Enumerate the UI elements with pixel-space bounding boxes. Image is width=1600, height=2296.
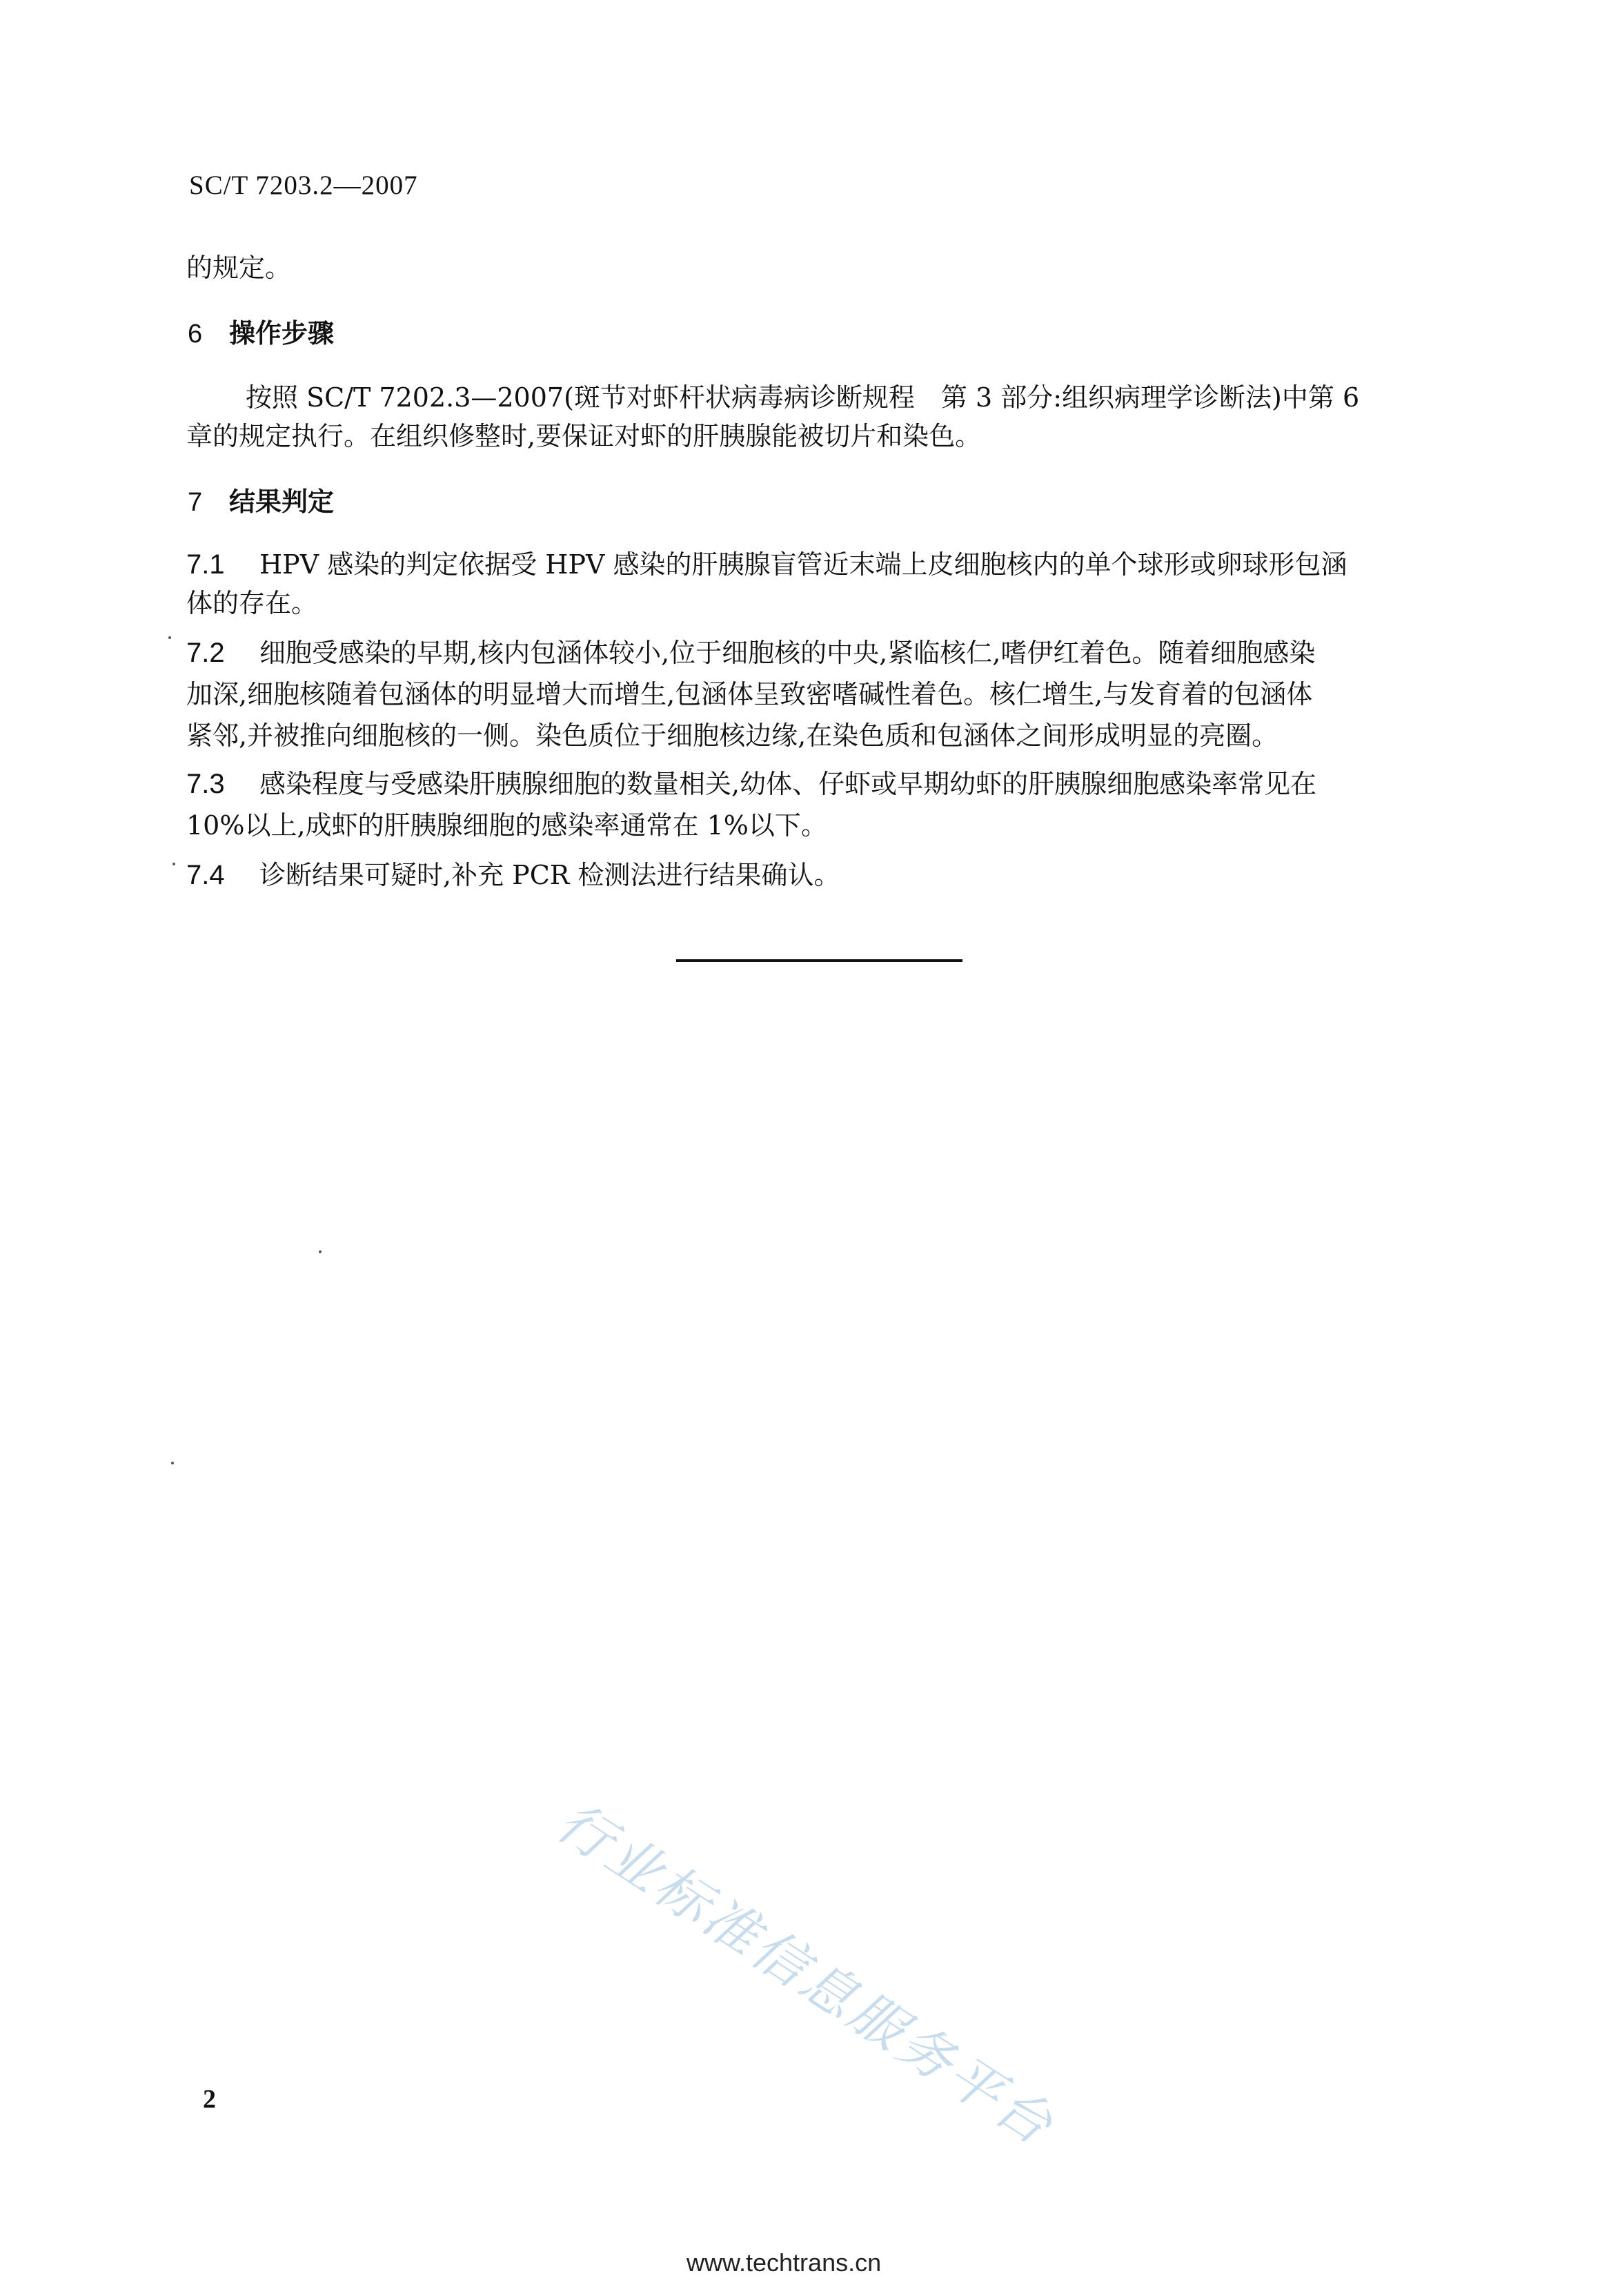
scan-speck: [171, 1462, 174, 1464]
clause-7-3-number: 7.3: [186, 769, 225, 799]
section-6-title: 操作步骤: [229, 317, 335, 349]
section-6-heading: [188, 312, 334, 350]
clause-7-2-line-2: 加深,细胞核随着包涵体的明显增大而增生,包涵体呈致密嗜碱性着色。核仁增生,与发育着的包涵体: [186, 679, 1313, 709]
clause-7-2-line-3: 紧邻,并被推向细胞核的一侧。染色质位于细胞核边缘,在染色质和包涵体之间形成明显的亮圈。: [186, 720, 1278, 751]
clause-7-3-text: 感染程度与受感染肝胰腺细胞的数量相关,幼体、仔虾或早期幼虾的肝胰腺细胞感染率常见在: [259, 769, 1317, 799]
clause-7-4-line-1: [186, 856, 840, 894]
section-7-title: 结果判定: [229, 486, 335, 517]
page-number: 2: [203, 2085, 216, 2114]
section-6-paragraph-line-1: 按照 SC/T 7202.3—2007(斑节对虾杆状病毒病诊断规程 第 3 部分:组织病理学诊断法)中第 6: [246, 382, 1360, 413]
section-6-paragraph-line-2: 章的规定执行。在组织修整时,要保证对虾的肝胰腺能被切片和染色。: [186, 421, 982, 451]
clause-7-3-line-1: [186, 765, 1316, 803]
scan-speck: [319, 1250, 322, 1253]
end-rule: [676, 959, 962, 962]
standard-code-header: SC/T 7203.2—2007: [189, 170, 418, 200]
clause-7-2-text: 细胞受感染的早期,核内包涵体较小,位于细胞核的中央,紧临核仁,嗜伊红着色。随着细胞感染: [259, 638, 1316, 668]
clause-7-1-number: 7.1: [186, 549, 225, 580]
clause-7-1-line-2: 体的存在。: [186, 588, 318, 618]
watermark-text: 行业标准信息服务平台: [546, 1791, 1066, 2159]
section-7-number: 7: [188, 488, 203, 517]
scan-speck: [172, 863, 175, 865]
section-7-heading: [188, 480, 334, 518]
scan-speck: [168, 636, 171, 639]
clause-7-3-line-2: 10%以上,成虾的肝胰腺细胞的感染率通常在 1%以下。: [186, 810, 827, 841]
clause-7-2-number: 7.2: [186, 638, 225, 668]
clause-7-1-text: HPV 感染的判定依据受 HPV 感染的肝胰腺盲管近末端上皮细胞核内的单个球形或卵球形包涵: [259, 549, 1347, 580]
clause-7-4-number: 7.4: [186, 860, 225, 890]
clause-7-1-line-1: [186, 545, 1347, 584]
clause-7-4-text: 诊断结果可疑时,补充 PCR 检测法进行结果确认。: [259, 860, 840, 890]
section-6-number: 6: [188, 320, 203, 349]
clause-7-2-line-1: [186, 634, 1315, 672]
continuation-text: 的规定。: [186, 253, 292, 283]
footer-url[interactable]: www.techtrans.cn: [687, 2248, 882, 2277]
